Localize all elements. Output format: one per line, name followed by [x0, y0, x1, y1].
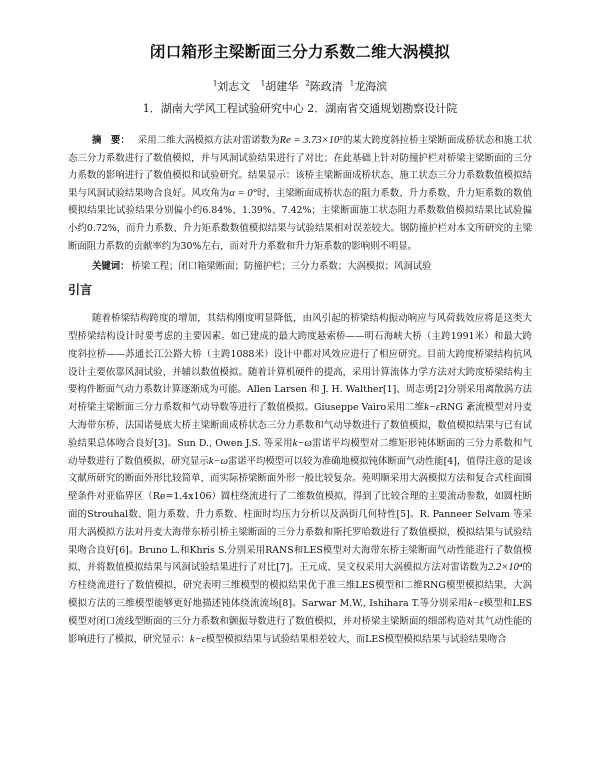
author-name: 刘志文 [217, 80, 251, 93]
author-list [68, 78, 532, 94]
intro-text: 雷诺平均模型对二维矩形钝体断面的三分力系数和气动导数进行了数值模拟，研究显示 [68, 437, 532, 467]
keywords [68, 258, 532, 275]
k-omega-symbol: k−ω [208, 455, 228, 467]
abstract-text: 的某大跨度斜拉桥主梁断面成桥状态和施工状态三分力系数进行了数值模拟，并与风洞试验结果进行了对比；在此基础上针对防撞护栏对桥梁主梁断面的三分力系数的影响进行了数值模拟和试验研究。结果显示：该桥主梁断面成桥状态、施工状态三分力系数数值模拟结果与风洞试验结果吻合良好。风攻角为 [68, 135, 532, 199]
author-affil-mark: 2 [305, 79, 310, 88]
abstract-text: 采用二维大涡模拟方法对雷诺数为 [137, 135, 280, 146]
author-name: 龙海滨 [354, 80, 388, 93]
intro-text: 模型模拟结果与试验结果相差较大，而LES模型模拟结果与试验结果吻合 [205, 633, 507, 645]
abstract-text: 时，主梁断面成桥状态的阻力系数、升力系数、升力矩系数的数值模拟结果比试验结果分别偏小约6.84%、1.39%、7.42%；主梁断面施工状态阻力系数数值模拟结果比试验偏小约0.72%，而升力系数、升力矩系数数值模拟结果与试验结果相对误差较大。钢防撞护栏对本文所研究的主梁断面阻力系数的贡献率约为30%左右，而对升力系数和升力矩系数的影响则不明显。 [68, 187, 532, 252]
keywords-text: 桥梁工程；闭口箱梁断面；防撞护栏；三分力系数；大涡模拟；风洞试验 [131, 261, 432, 273]
intro-text: 模型和LES模型对闭口流线型断面的三分力系数和颤振导数进行了数值模拟，并对桥梁主梁断面的细部构造对其气动性能的影响进行了模拟，研究显示： [68, 597, 532, 645]
abstract-label: 摘 要： [92, 135, 130, 146]
intro-body [68, 310, 532, 648]
section-heading-intro: 引言 [68, 283, 93, 298]
author-affil-mark: 1 [260, 79, 266, 88]
reynolds-number: Re = 3.73×10⁵ [279, 135, 343, 146]
intro-paragraph [68, 310, 532, 648]
author-name: 胡建华 [265, 80, 299, 93]
k-omega-symbol: k−ω [292, 437, 312, 449]
attack-angle: α = 0° [229, 187, 257, 199]
k-epsilon-symbol: k−ε [189, 633, 206, 645]
author-affil-mark: 1 [349, 79, 355, 88]
author-name: 陈政清 [309, 80, 343, 93]
intro-text: 的方柱绕流进行了数值模拟，研究表明三维模型的模拟结果优于准三维LES模型和二维RNG模型模拟结果，大涡模拟方法的三维模型能够更好地描述钝体绕流流场[8]。Sarwar M.W., Ishihara T.等分别采用 [68, 562, 532, 609]
k-epsilon-symbol: k−ε [467, 597, 484, 609]
intro-text: 雷诺平均模型可以较为准确地模拟钝体断面气动性能[4]，值得注意的是该文献所研究的断面外形比较简单，而实际桥梁断面外形一般比较复杂。苑明顺采用大涡模拟方法和复合式柱面围壁条件对亚临界区（Re=1.4x106）圆柱绕流进行了二维数值模拟，得到了比较合理的主要流动参数，如圆柱断面的Strouhal数、阻力系数、升力系数、柱面时均压力分析以及涡街几何特性[5]。R. Panneer Selvam 等采用大涡模拟方法对丹麦大海带东桥引桥主梁断面的三分力系数和斯托罗哈数进行了数值模拟，模拟结果与试验结果吻合良好[6]。Bruno L.和Khris S.分别采用RANS和LES模型对大海带东桥主梁断面气动性能进行了数值模拟，并将数值模拟结果与风洞试验结果进行了对比[7]。王元成、吴文权采用大涡模拟方法对雷诺数为 [68, 455, 532, 574]
abstract-body [68, 132, 532, 255]
keywords-label: 关键词： [92, 261, 130, 273]
author-affil-mark: 1 [212, 79, 218, 88]
intro-text: 随着桥梁结构跨度的增加，其结构刚度明显降低，由风引起的桥梁结构振动响应与风荷载效应将是这类大型桥梁结构设计时要考虑的主要因素。如已建成的最大跨度悬索桥——明石海峡大桥（主跨1991米）和最大跨度斜拉桥——苏通长江公路大桥（主跨1088米）设计中都对风效应进行了相应研究。目前大跨度桥梁结构抗风设计主要依靠风洞试验，并辅以数值模拟。随着计算机硬件的提高，采用计算流体力学方法对大跨度桥梁结构主要构件断面气动力系数计算逐渐成为可能。Allen Larsen 和 J. H. Walther[1]、周志勇[2]分别采用离散涡方法对桥梁主梁断面三分力系数和气动导数等进行了数值模拟。Giuseppe Vairo采用二维 [68, 313, 532, 414]
paper-title: 闭口箱形主梁断面三分力系数二维大涡模拟 [149, 43, 451, 61]
k-epsilon-symbol: k−ε [424, 402, 441, 414]
abstract [68, 132, 532, 255]
reynolds-number-2: 2.2×10⁴ [488, 562, 523, 574]
affiliation: 1．湖南大学风工程试验研究中心 2．湖南省交通规划勘察设计院 [142, 102, 458, 115]
intro-text: RNG 紊流模型对丹麦大海带东桥、法国诺曼底大桥主梁断面成桥状态三分力系数和气动导数进行了数值模拟，数值模拟结果与已有试验结果总体吻合良好[3]。Sun D., Owen J.S. 等采用 [68, 402, 532, 449]
